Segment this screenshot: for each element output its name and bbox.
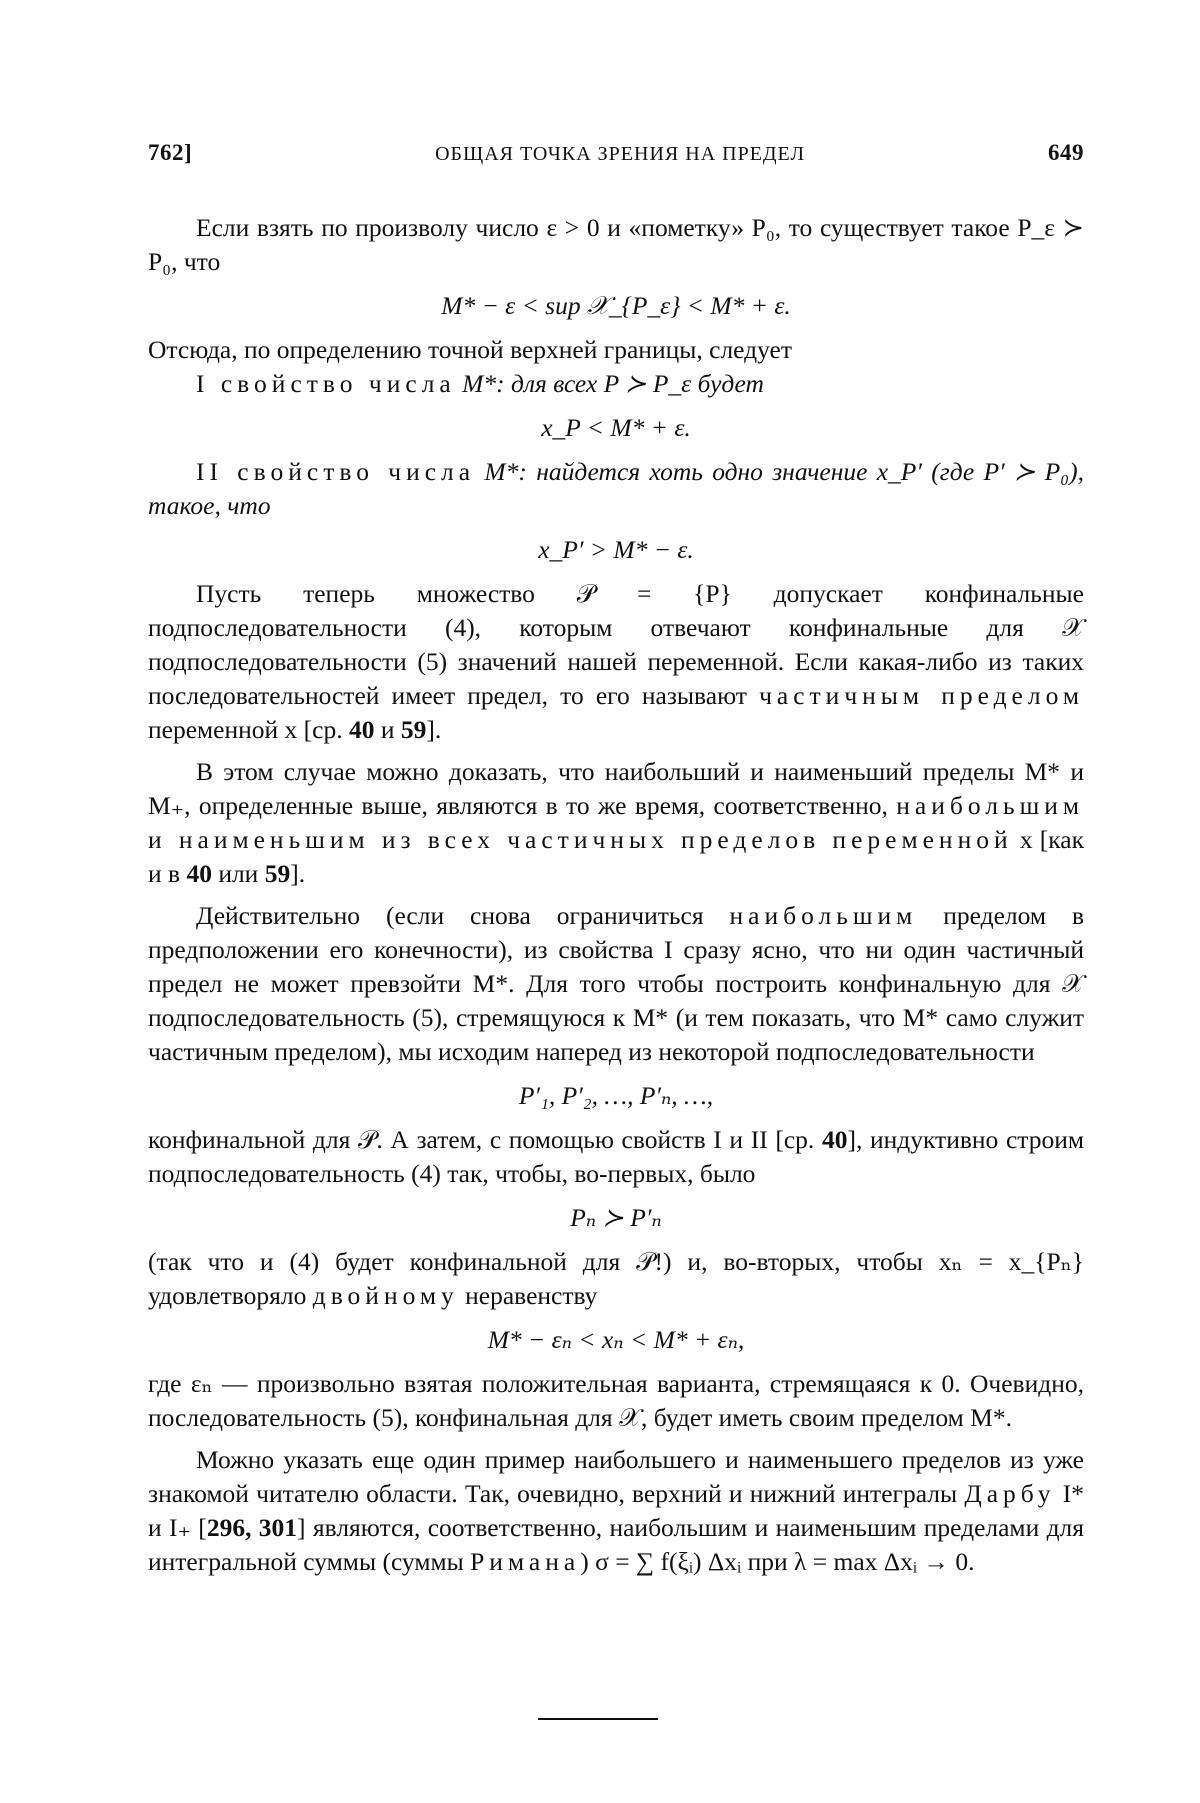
paragraph-6	[148, 1123, 1084, 1191]
reference-number: 59	[400, 715, 427, 744]
paragraph-5	[148, 899, 1084, 1069]
paragraph-7-text: (так что и (4) будет конфинальной для 𝒫!) и, во-вторых, чтобы xₙ = x_{Pₙ} удовлетворяло	[148, 1247, 1084, 1310]
paragraph-9	[148, 1443, 1084, 1579]
equation-1: M* − ε < sup 𝒳_{P_ε} < M* + ε.	[441, 291, 791, 320]
paragraph-4	[148, 755, 1084, 891]
property-1	[148, 367, 1084, 401]
paragraph-3-text-b: переменной x [ср.	[148, 715, 343, 744]
property-2-label: II свойство числа	[196, 457, 476, 486]
spaced-term-greatest: наибольшим	[729, 901, 918, 930]
paragraph-9-text: Можно указать еще один пример наибольшего и наименьшего пределов из уже знакомой читателю области. Так, очевидно, верхний и нижний интегралы	[148, 1445, 1084, 1508]
property-2	[148, 455, 1084, 523]
paragraph-5-text: Действительно (если снова ограничиться	[196, 901, 704, 930]
page-body	[148, 136, 1084, 1579]
paragraph-9-text-b: I* и I₊ [	[148, 1479, 1085, 1542]
conjunction: или	[218, 859, 259, 888]
paragraph-9-text-d: ) σ = ∑ f(ξᵢ) Δxᵢ при λ = max Δxᵢ → 0.	[580, 1547, 975, 1576]
name-riemann: Римана	[470, 1547, 581, 1576]
paragraph-8: где εₙ — произвольно взятая положительная варианта, стремящаяся к 0. Очевидно, последовательность (5), конфинальная для 𝒳, будет иметь своим пределом M*.	[148, 1369, 1084, 1432]
equation-2: x_P < M* + ε.	[541, 413, 691, 442]
property-1-label: I свойство числа	[196, 369, 456, 398]
reference-number: 40	[349, 715, 375, 744]
paragraph-2: Отсюда, по определению точной верхней границы, следует	[148, 335, 792, 364]
name-darboux: Дарбу	[964, 1479, 1056, 1508]
paragraph-6-text-b: ], индуктивно строим подпоследовательность (4) так, чтобы, во-первых, было	[148, 1125, 1084, 1188]
paragraph-6-text: конфинальной для 𝒫. А затем, с помощью свойств I и II [ср.	[148, 1125, 815, 1154]
paragraph-5-text-b: пределом в предположении его конечности), из свойства I сразу ясно, что ни один частичный предел не может превзойти M*. Для того чтобы построить конфинальную для 𝒳 подпоследовательность (5), стремящуюся к M* (и тем показать, что M* само служит частичным пределом), мы исходим наперед из некоторой подпоследовательности	[148, 901, 1085, 1066]
paragraph-1: Если взять по произволу число ε > 0 и «пометку» P₀, то существует такое P_ε ≻ P₀, что	[148, 213, 1084, 276]
page-number: 649	[1048, 140, 1084, 165]
spaced-term-extremal-limits: наибольшим и наименьшим из всех частичных пределов переменной	[148, 791, 1085, 854]
equation-3: x_P′ > M* − ε.	[538, 535, 694, 564]
paragraph-3	[148, 577, 1084, 747]
section-marker: 762]	[148, 140, 193, 165]
paragraph-4-text-b: x [как и в	[148, 825, 1085, 888]
equation-5: Pₙ ≻ P′ₙ	[570, 1203, 662, 1232]
property-2-text: M*: найдется хоть одно значение x_P′ (где P′ ≻ P₀), такое, что	[148, 457, 1084, 520]
paragraph-3-text: Пусть теперь множество 𝒫 = {P} допускает конфинальные подпоследовательности (4), которым отвечают конфинальные для 𝒳 подпоследовательности (5) значений нашей переменной. Если какая-либо из таких последовательностей имеет предел, то его называют	[148, 579, 1084, 710]
paragraph-7-text-b: неравенству	[465, 1281, 598, 1310]
closing-bracket: ].	[290, 859, 306, 888]
spaced-term-double: двойному	[312, 1281, 459, 1310]
closing-bracket: ].	[426, 715, 442, 744]
reference-number: 40	[821, 1125, 848, 1154]
reference-number: 59	[264, 859, 291, 888]
paragraph-7	[148, 1245, 1084, 1313]
paragraph-4-text: В этом случае можно доказать, что наибольший и наименьший пределы M* и M₊, определенные выше, являются в то же время, соответственно,	[148, 757, 1084, 820]
conjunction: и	[380, 715, 395, 744]
equation-6: M* − εₙ < xₙ < M* + εₙ,	[487, 1325, 745, 1354]
running-header	[148, 136, 1084, 171]
reference-numbers: 296, 301	[206, 1513, 298, 1542]
running-title: ОБЩАЯ ТОЧКА ЗРЕНИЯ НА ПРЕДЕЛ	[435, 143, 806, 165]
property-1-text: M*: для всех P ≻ P_ε будет	[462, 369, 764, 398]
end-rule	[538, 1718, 658, 1720]
reference-number: 40	[186, 859, 212, 888]
equation-4: P′₁, P′₂, …, P′ₙ, …,	[518, 1081, 714, 1110]
paragraph-9-text-c: ] являются, соответственно, наибольшим и наименьшим пределами для интегральной суммы (суммы	[148, 1513, 1084, 1576]
spaced-term-partial-limit: частичным пределом	[759, 681, 1084, 710]
